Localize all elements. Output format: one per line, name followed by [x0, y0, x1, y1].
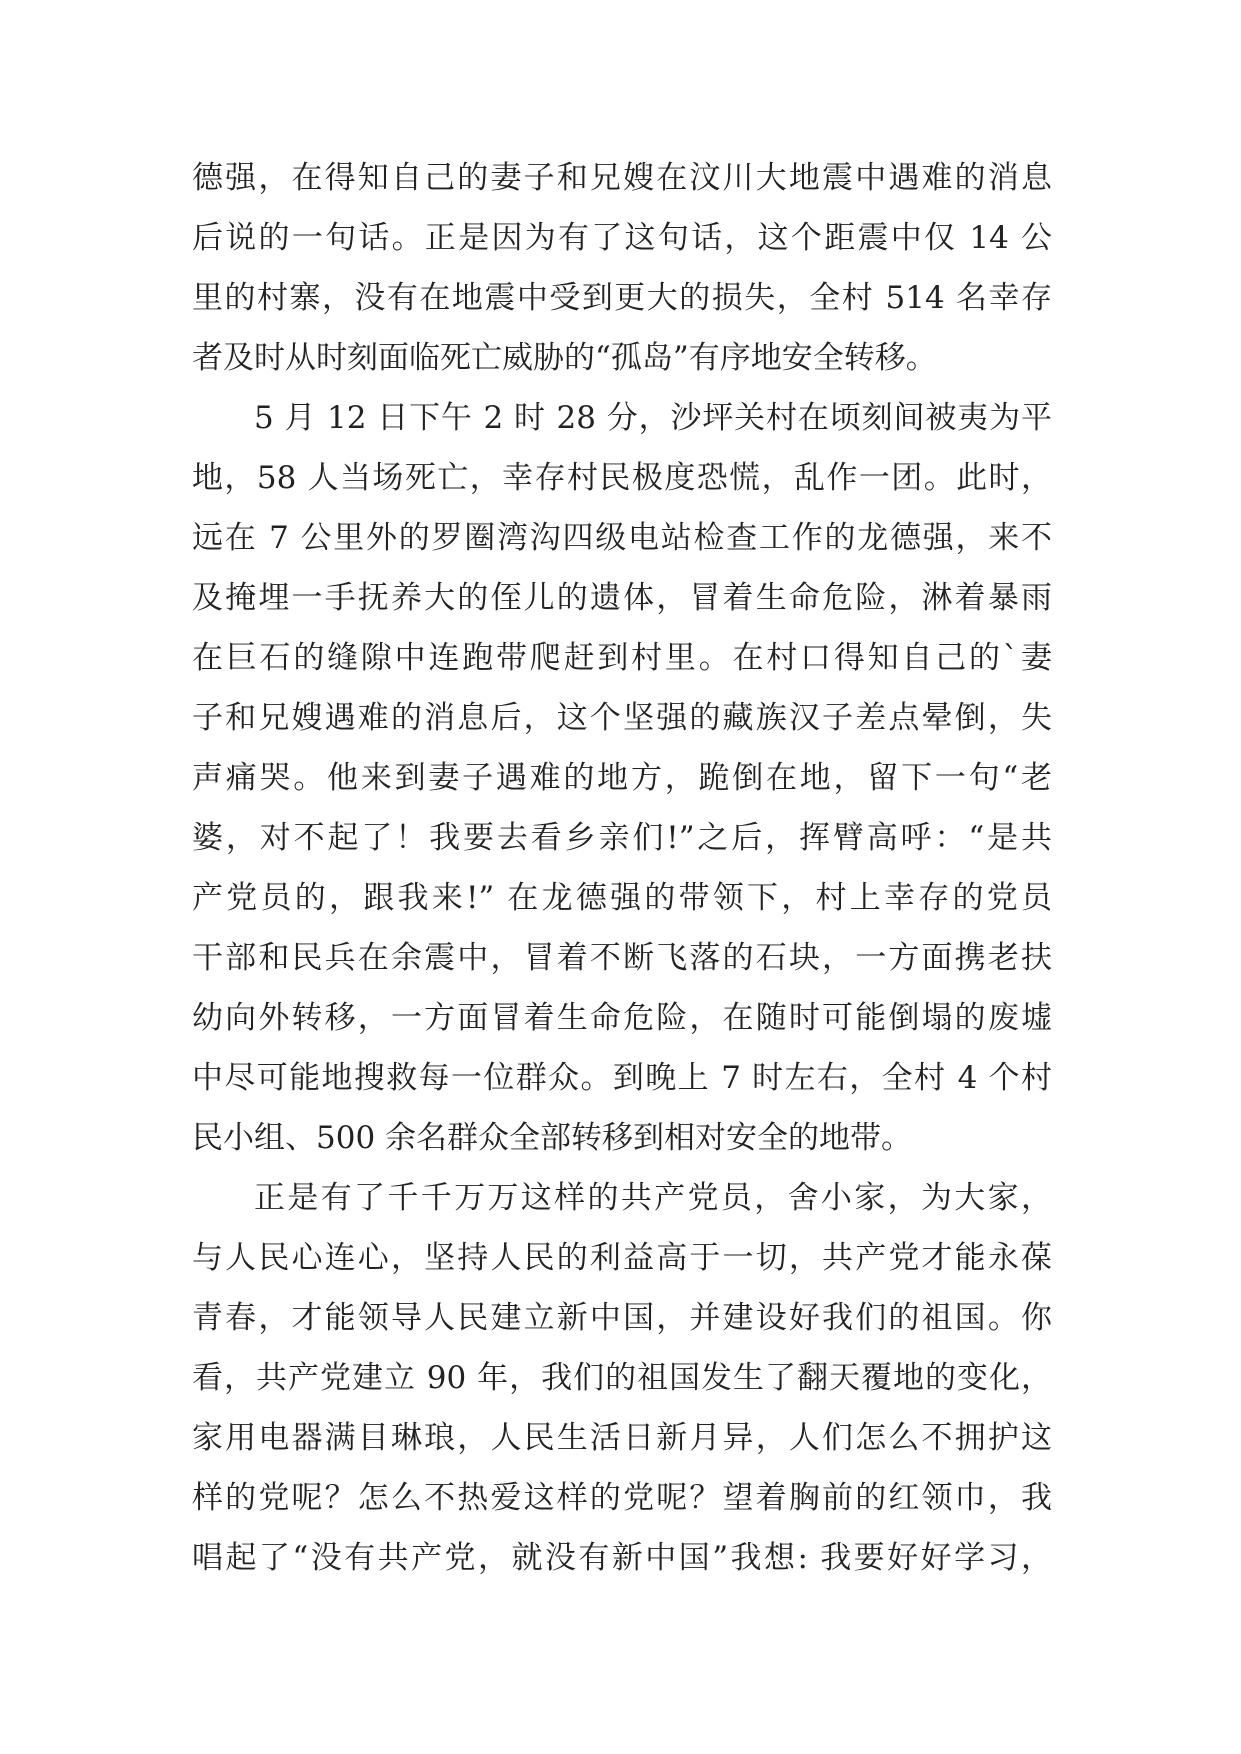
text-line: 后说的一句话。正是因为有了这句话，这个距震中仅 14 公 [192, 220, 1052, 256]
text-line: 唱起了“没有共产党，就没有新中国”我想: 我要好好学习， [192, 1540, 1052, 1576]
text-line: 幼向外转移，一方面冒着生命危险，在随时可能倒塌的废墟 [192, 1000, 1052, 1036]
text-line: 5 月 12 日下午 2 时 28 分，沙坪关村在顷刻间被夷为平 [254, 400, 1052, 436]
text-line: 里的村寨，没有在地震中受到更大的损失，全村 514 名幸存 [192, 280, 1052, 316]
text-line: 及掩埋一手抚养大的侄儿的遗体，冒着生命危险，淋着暴雨 [192, 580, 1052, 616]
text-line: 正是有了千千万万这样的共产党员，舍小家，为大家， [254, 1180, 1052, 1216]
text-line: 青春，才能领导人民建立新中国，并建设好我们的祖国。你 [192, 1300, 1052, 1336]
text-line: 产党员的，跟我来!” 在龙德强的带领下，村上幸存的党员 [192, 880, 1052, 916]
text-line: 干部和民兵在余震中，冒着不断飞落的石块，一方面携老扶 [192, 940, 1052, 976]
text-line: 子和兄嫂遇难的消息后，这个坚强的藏族汉子差点晕倒，失 [192, 700, 1052, 736]
text-line: 地，58 人当场死亡，幸存村民极度恐慌，乱作一团。此时， [192, 460, 1052, 496]
text-line: 家用电器满目琳琅，人民生活日新月异，人们怎么不拥护这 [192, 1420, 1052, 1456]
text-line: 声痛哭。他来到妻子遇难的地方，跪倒在地，留下一句“老 [192, 760, 1052, 796]
text-line: 民小组、500 余名群众全部转移到相对安全的地带。 [192, 1120, 913, 1156]
text-line: 者及时从时刻面临死亡威胁的“孤岛”有序地安全转移。 [192, 340, 937, 376]
text-line: 在巨石的缝隙中连跑带爬赶到村里。在村口得知自己的`妻 [192, 640, 1052, 676]
text-line: 德强，在得知自己的妻子和兄嫂在汶川大地震中遇难的消息 [192, 160, 1052, 196]
text-line: 中尽可能地搜救每一位群众。到晚上 7 时左右，全村 4 个村 [192, 1060, 1052, 1096]
document-body [192, 148, 1052, 1588]
text-line: 看，共产党建立 90 年，我们的祖国发生了翻天覆地的变化， [192, 1360, 1052, 1396]
text-line: 远在 7 公里外的罗圈湾沟四级电站检查工作的龙德强，来不 [192, 520, 1052, 556]
text-line: 与人民心连心，坚持人民的利益高于一切，共产党才能永葆 [192, 1240, 1052, 1276]
text-line: 婆，对不起了！我要去看乡亲们!”之后，挥臂高呼：“是共 [192, 820, 1052, 856]
text-line: 样的党呢？怎么不热爱这样的党呢？望着胸前的红领巾，我 [192, 1480, 1052, 1516]
